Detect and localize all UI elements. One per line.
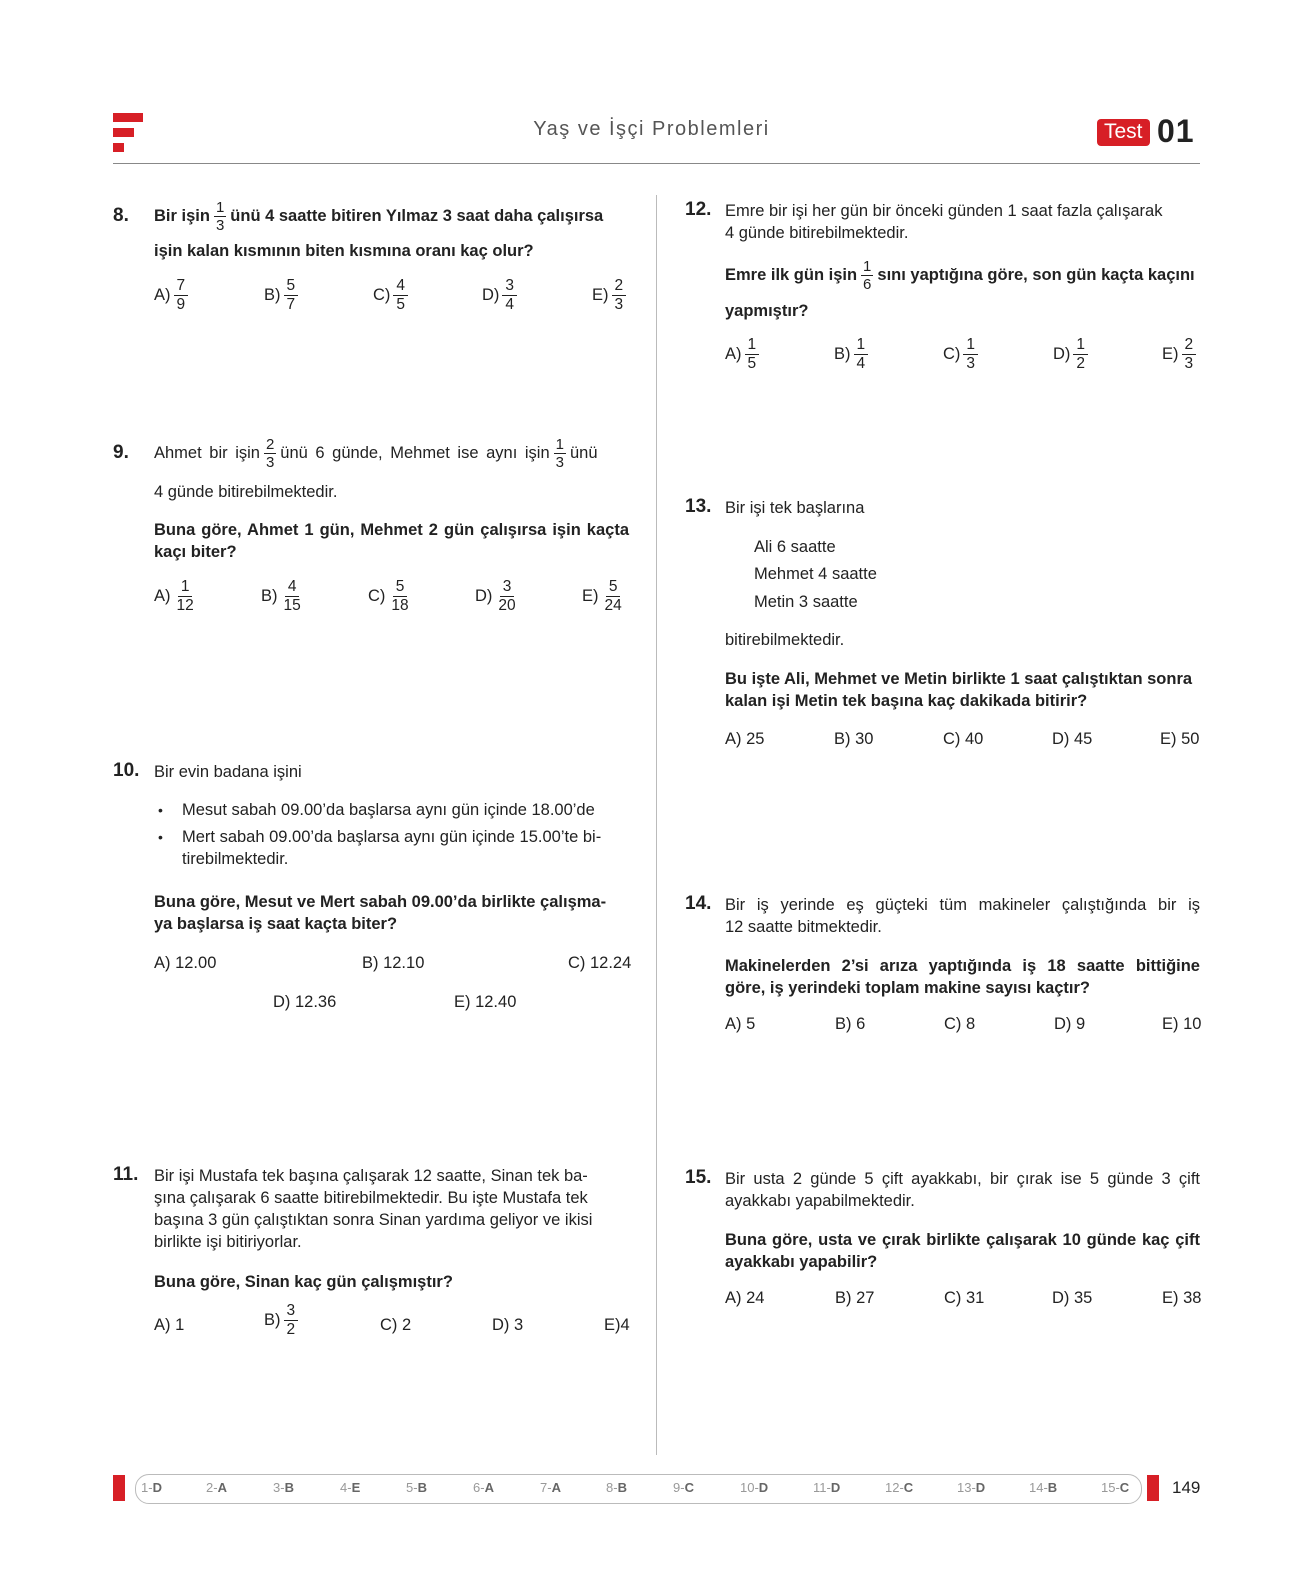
option-b[interactable]: B) $\frac{3}{2}$ bbox=[264, 1302, 298, 1339]
option-e[interactable]: E) $\frac{2}{3}$ bbox=[1162, 336, 1196, 373]
answer-bar-right-marker bbox=[1147, 1475, 1159, 1501]
question-number: 9. bbox=[113, 442, 129, 463]
list-item: Mert sabah 09.00’da başlarsa aynı gün içinde 15.00’te bi- bbox=[182, 828, 602, 846]
question-stem: 4 günde bitirebilmektedir. bbox=[725, 224, 909, 242]
question-prompt-line2: kalan işi Metin tek başına kaç dakikada bitirir? bbox=[725, 692, 1088, 710]
question-prompt-line2: yapmıştır? bbox=[725, 302, 809, 320]
option-b[interactable]: B) 12.10 bbox=[362, 954, 425, 972]
answer-key-item: 4-E bbox=[340, 1480, 361, 1495]
option-b[interactable]: B) $\frac{4}{15}$ bbox=[261, 578, 301, 614]
question-prompt: Buna göre, Mesut ve Mert sabah 09.00’da birlikte çalışma- bbox=[154, 893, 607, 911]
answer-key-item: 9-C bbox=[673, 1480, 694, 1495]
question-prompt: Emre ilk gün işin $\frac{1}{6}$ sını yaptığına göre, son gün kaçta kaçını bbox=[725, 258, 1195, 294]
option-c[interactable]: C) $\frac{5}{18}$ bbox=[368, 578, 409, 614]
option-e[interactable]: E) 50 bbox=[1160, 730, 1200, 748]
answer-key-item: 12-C bbox=[885, 1480, 914, 1495]
option-b[interactable]: B) $\frac{5}{7}$ bbox=[264, 277, 298, 314]
option-c[interactable]: C) $\frac{4}{5}$ bbox=[373, 277, 408, 314]
option-a[interactable]: A) $\frac{7}{9}$ bbox=[154, 277, 188, 314]
fraction: $\frac{1}{6}$ bbox=[863, 258, 872, 294]
test-number: 01 bbox=[1157, 113, 1195, 149]
question-stem bbox=[154, 196, 629, 236]
question-prompt: Buna göre, Ahmet 1 gün, Mehmet 2 gün çalışırsa işin kaçta kaçı biter? bbox=[154, 521, 629, 561]
question-stem: 12 saatte bitmektedir. bbox=[725, 918, 882, 936]
option-b[interactable]: B) $\frac{1}{4}$ bbox=[834, 336, 868, 373]
option-d[interactable]: D) $\frac{1}{2}$ bbox=[1053, 336, 1088, 373]
header-divider bbox=[113, 163, 1200, 164]
option-a[interactable]: A) $\frac{1}{5}$ bbox=[725, 336, 759, 373]
option-c[interactable]: C) $\frac{1}{3}$ bbox=[943, 336, 978, 373]
answer-key-item: 8-B bbox=[606, 1480, 627, 1495]
option-a[interactable]: A) 25 bbox=[725, 730, 765, 748]
question-prompt-line2: ayakkabı yapabilir? bbox=[725, 1253, 878, 1271]
page-title: Yaş ve İşçi Problemleri bbox=[533, 118, 770, 140]
list-item: Mesut sabah 09.00’da başlarsa aynı gün içinde 18.00’de bbox=[182, 801, 595, 819]
question-number: 15. bbox=[685, 1167, 712, 1188]
question-stem: ayakkabı yapabilmektedir. bbox=[725, 1192, 915, 1210]
question-stem: Bir evin badana işini bbox=[154, 763, 302, 781]
list-item: Mehmet 4 saatte bbox=[754, 565, 877, 583]
question-stem: başına 3 gün çalıştıktan sonra Sinan yardıma geliyor ve ikisi bbox=[154, 1211, 593, 1229]
option-d[interactable]: D) $\frac{3}{20}$ bbox=[475, 578, 516, 614]
question-stem: Bir işi Mustafa tek başına çalışarak 12 saatte, Sinan tek ba- bbox=[154, 1167, 588, 1185]
question-stem: Bir işi tek başlarına bbox=[725, 499, 865, 517]
option-c[interactable]: C) 12.24 bbox=[568, 954, 632, 972]
option-d[interactable]: D) 3 bbox=[492, 1316, 524, 1334]
option-b[interactable]: B) 6 bbox=[835, 1015, 866, 1033]
stem-text: Bir işin bbox=[154, 207, 210, 225]
question-stem: Bir usta 2 günde 5 çift ayakkabı, bir çırak ise 5 günde 3 çift bbox=[725, 1170, 1200, 1188]
question-stem-end: bitirebilmektedir. bbox=[725, 631, 845, 649]
question-number: 10. bbox=[113, 760, 140, 781]
answer-key-item: 5-B bbox=[406, 1480, 427, 1495]
question-prompt: Buna göre, Sinan kaç gün çalışmıştır? bbox=[154, 1273, 453, 1291]
fraction: $\frac{1}{3}$ bbox=[215, 199, 225, 235]
option-d[interactable]: D) 35 bbox=[1052, 1289, 1093, 1307]
column-divider bbox=[656, 195, 657, 1455]
fraction: $\frac{1}{3}$ bbox=[555, 436, 564, 472]
page-number: 149 bbox=[1172, 1478, 1201, 1497]
option-d[interactable]: D) 9 bbox=[1054, 1015, 1086, 1033]
list-item: Ali 6 saatte bbox=[754, 538, 836, 556]
option-d[interactable]: D) $\frac{3}{4}$ bbox=[482, 277, 517, 314]
option-b[interactable]: B) 27 bbox=[835, 1289, 875, 1307]
option-e[interactable]: E) 38 bbox=[1162, 1289, 1202, 1307]
answer-key-item: 6-A bbox=[473, 1480, 494, 1495]
question-stem-line2: işin kalan kısmının biten kısmına oranı kaç olur? bbox=[154, 242, 534, 260]
question-prompt: Makinelerden 2’si arıza yaptığında iş 18 saatte bittiğine bbox=[725, 957, 1200, 975]
option-e[interactable]: E) $\frac{2}{3}$ bbox=[592, 277, 626, 314]
option-e[interactable]: E) 12.40 bbox=[454, 993, 517, 1011]
option-a[interactable]: A) 24 bbox=[725, 1289, 765, 1307]
fraction: $\frac{2}{3}$ bbox=[265, 436, 275, 472]
question-number: 12. bbox=[685, 199, 712, 220]
answer-key-item: 3-B bbox=[273, 1480, 294, 1495]
answer-bar-left-marker bbox=[113, 1475, 125, 1501]
question-number: 11. bbox=[113, 1164, 139, 1185]
option-c[interactable]: C) 31 bbox=[944, 1289, 985, 1307]
question-stem: Emre bir işi her gün bir önceki günden 1 saat fazla çalışarak bbox=[725, 202, 1163, 220]
option-a[interactable]: A) 1 bbox=[154, 1316, 185, 1334]
question-stem: birlikte işi bitiriyorlar. bbox=[154, 1233, 302, 1251]
question-prompt: Buna göre, usta ve çırak birlikte çalışarak 10 günde kaç çift bbox=[725, 1231, 1200, 1249]
option-a[interactable]: A) 5 bbox=[725, 1015, 756, 1033]
answer-key-item: 1-D bbox=[141, 1480, 162, 1495]
option-e[interactable]: E) $\frac{5}{24}$ bbox=[582, 578, 622, 614]
list-item: Metin 3 saatte bbox=[754, 593, 858, 611]
option-a[interactable]: A) $\frac{1}{12}$ bbox=[154, 578, 194, 614]
option-c[interactable]: C) 40 bbox=[943, 730, 984, 748]
logo-bar-bottom bbox=[113, 143, 124, 152]
question-stem: şına çalışarak 6 saatte bitirebilmektedir. Bu işte Mustafa tek bbox=[154, 1189, 588, 1207]
question-prompt: Bu işte Ali, Mehmet ve Metin birlikte 1 saat çalıştıktan sonra bbox=[725, 670, 1193, 688]
answer-key-item: 7-A bbox=[540, 1480, 561, 1495]
question-number: 13. bbox=[685, 496, 712, 517]
option-c[interactable]: C) 2 bbox=[380, 1316, 412, 1334]
option-a[interactable]: A) 12.00 bbox=[154, 954, 217, 972]
question-prompt-line2: göre, iş yerindeki toplam makine sayısı kaçtır? bbox=[725, 979, 1090, 997]
bullet-icon: • bbox=[158, 802, 163, 818]
answer-key-item: 13-D bbox=[957, 1480, 986, 1495]
option-d[interactable]: D) 45 bbox=[1052, 730, 1093, 748]
question-number: 8. bbox=[113, 205, 129, 226]
test-badge: Test bbox=[1097, 119, 1150, 146]
option-c[interactable]: C) 8 bbox=[944, 1015, 976, 1033]
question-stem-line2: 4 günde bitirebilmektedir. bbox=[154, 483, 338, 501]
option-b[interactable]: B) 30 bbox=[834, 730, 874, 748]
answer-key-item: 11-D bbox=[813, 1480, 841, 1495]
question-stem: Bir iş yerinde eş güçteki tüm makineler çalıştığında bir iş bbox=[725, 896, 1200, 914]
stem-text: ünü 4 saatte bitiren Yılmaz 3 saat daha çalışırsa bbox=[230, 207, 604, 225]
question-stem: Ahmet bir işin $\frac{2}{3}$ ünü 6 günde, Mehmet ise aynı işin $\frac{1}{3}$ ünü bbox=[154, 436, 598, 472]
option-e[interactable]: E) 10 bbox=[1162, 1015, 1202, 1033]
answer-key-item: 15-C bbox=[1101, 1480, 1130, 1495]
answer-key-item: 10-D bbox=[740, 1480, 769, 1495]
option-e[interactable]: E)4 bbox=[604, 1316, 630, 1334]
bullet-icon: • bbox=[158, 829, 163, 845]
list-item-cont: tirebilmektedir. bbox=[182, 850, 289, 868]
option-d[interactable]: D) 12.36 bbox=[273, 993, 337, 1011]
question-number: 14. bbox=[685, 893, 712, 914]
answer-key-item: 14-B bbox=[1029, 1480, 1058, 1495]
question-prompt-line2: ya başlarsa iş saat kaçta biter? bbox=[154, 915, 398, 933]
answer-key-item: 2-A bbox=[206, 1480, 227, 1495]
